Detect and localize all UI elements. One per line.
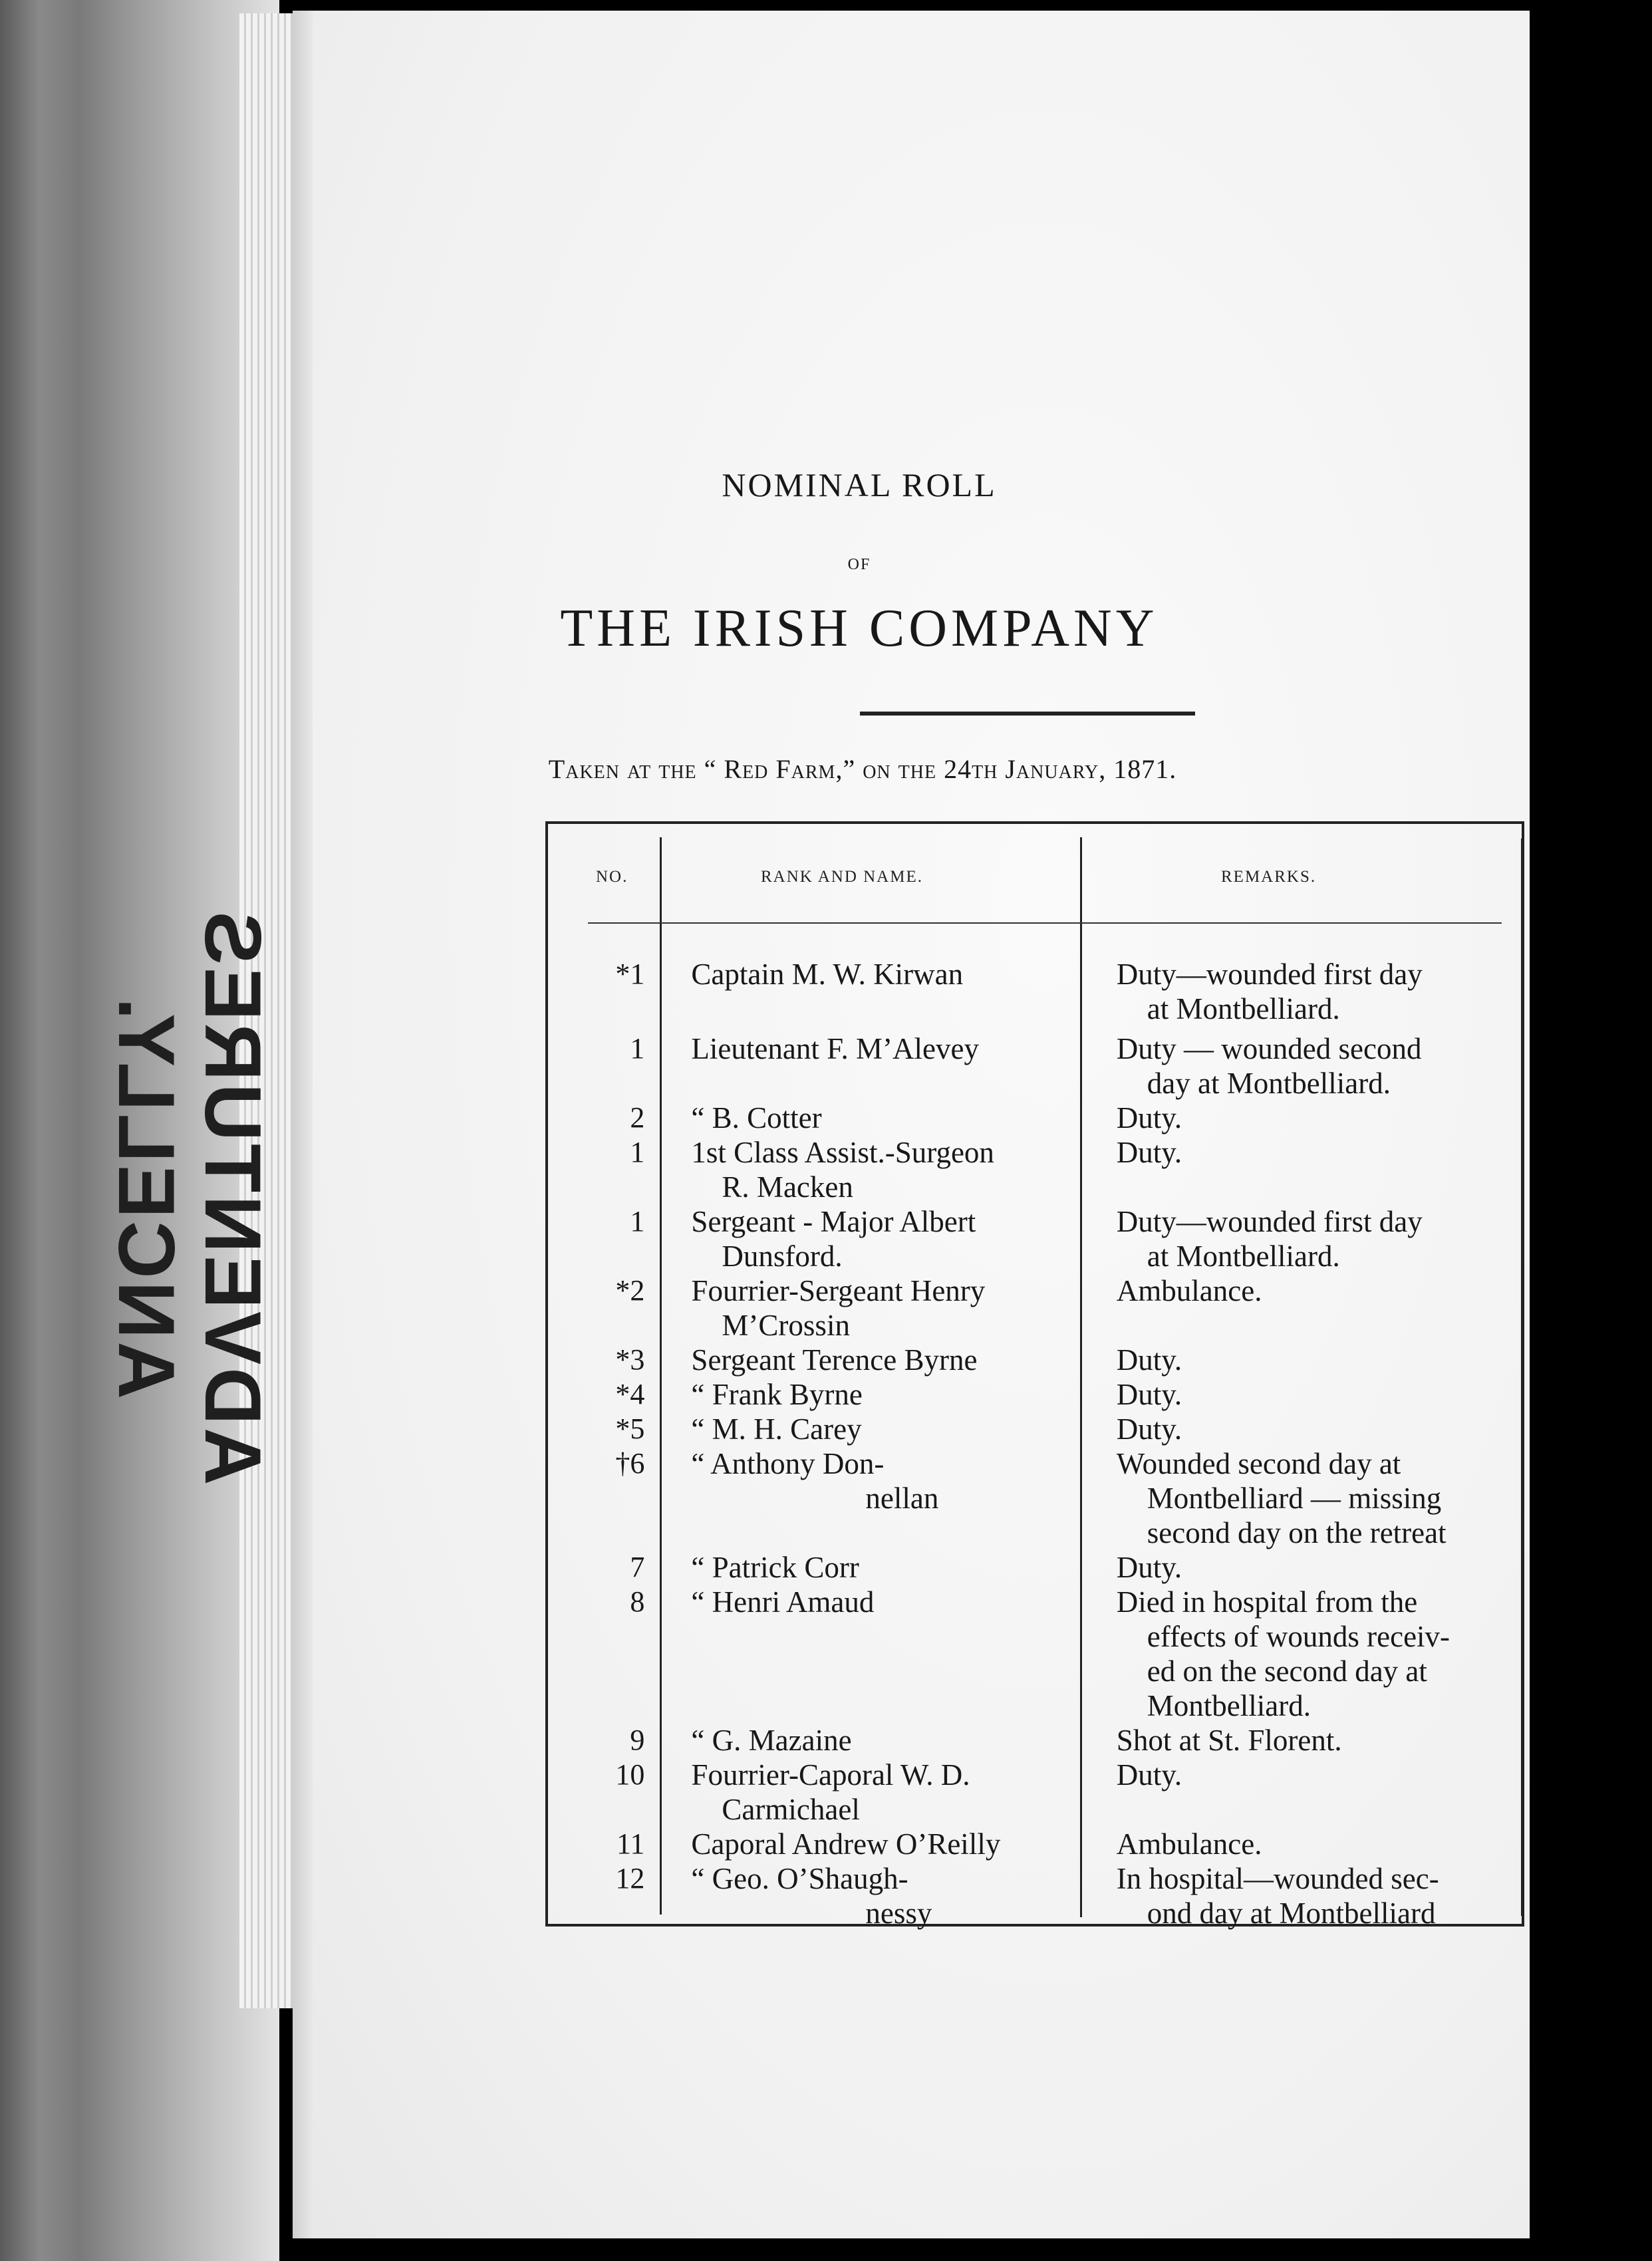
rank-and-name — [691, 1446, 1089, 1550]
remarks-line: Shot at St. Florent. — [1116, 1724, 1342, 1757]
remarks-line: Duty—wounded first day — [1116, 958, 1423, 991]
rank-and-name — [691, 1861, 1089, 1930]
rank-and-name — [691, 1377, 1089, 1412]
header-rule — [588, 922, 1502, 924]
remarks-line: effects of wounds receiv- — [1147, 1620, 1450, 1653]
heading-company: THE IRISH COMPANY — [560, 599, 1159, 658]
remarks — [1117, 1031, 1522, 1101]
rank-and-name — [691, 1550, 1089, 1585]
remarks-line: ed on the second day at — [1147, 1655, 1427, 1688]
remarks — [1117, 1446, 1522, 1550]
remarks — [1117, 1101, 1522, 1135]
rank-and-name — [691, 957, 1089, 1026]
rank-line: Sergeant - Major Albert — [691, 1205, 976, 1238]
remarks — [1117, 1550, 1522, 1585]
remarks-line: day at Montbelliard. — [1147, 1067, 1391, 1100]
table-body — [548, 957, 1522, 1930]
table-row — [548, 1101, 1522, 1135]
row-number: 11 — [617, 1827, 645, 1860]
remarks-line: Duty—wounded first day — [1116, 1205, 1423, 1238]
table-row — [548, 957, 1522, 1026]
row-number: *1 — [615, 958, 645, 990]
remarks-line: Wounded second day at — [1116, 1447, 1401, 1480]
spine-subtitle: ADVENTURES — [188, 908, 277, 1486]
rank-line: “ M. H. Carey — [691, 1412, 862, 1446]
remarks-line: Montbelliard. — [1147, 1689, 1311, 1722]
rank-line: “ Geo. O’Shaugh- — [691, 1862, 908, 1895]
remarks-line: Duty. — [1116, 1136, 1182, 1169]
rank-and-name — [691, 1723, 1089, 1758]
table-row — [548, 1585, 1522, 1723]
remarks — [1117, 1135, 1522, 1204]
rank-line: 1st Class Assist.-Surgeon — [691, 1136, 994, 1169]
rank-line: M’Crossin — [722, 1309, 850, 1342]
rank-line: Lieutenant F. M’Alevey — [691, 1032, 979, 1065]
remarks — [1117, 1343, 1522, 1377]
row-number: †6 — [615, 1447, 645, 1480]
column-header-no: NO. — [596, 868, 628, 886]
table-row — [548, 1031, 1522, 1101]
row-number: 1 — [630, 1205, 645, 1238]
rank-and-name — [691, 1204, 1089, 1273]
column-header-rank: RANK AND NAME. — [761, 868, 923, 886]
remarks — [1117, 1585, 1522, 1723]
remarks-line: Ambulance. — [1116, 1827, 1262, 1861]
remarks — [1117, 1827, 1522, 1861]
rank-line: “ Anthony Don- — [691, 1447, 885, 1480]
remarks — [1117, 957, 1522, 1026]
remarks-line: ond day at Montbelliard — [1147, 1897, 1436, 1930]
row-number: 9 — [630, 1724, 645, 1756]
rank-line: Captain M. W. Kirwan — [691, 958, 964, 991]
heading-rule — [860, 712, 1195, 716]
rank-and-name — [691, 1412, 1089, 1446]
remarks-line: Duty. — [1116, 1101, 1182, 1134]
row-number: 7 — [630, 1551, 645, 1583]
remarks-line: Died in hospital from the — [1116, 1585, 1418, 1619]
remarks-line: at Montbelliard. — [1147, 1240, 1340, 1273]
remarks — [1117, 1273, 1522, 1343]
rank-and-name — [691, 1827, 1089, 1861]
rank-line: Fourrier-Caporal W. D. — [691, 1758, 970, 1792]
row-number: *4 — [615, 1378, 645, 1410]
table-row — [548, 1135, 1522, 1204]
table-row — [548, 1273, 1522, 1343]
remarks — [1117, 1758, 1522, 1827]
rank-line: “ Henri Amaud — [691, 1585, 875, 1619]
rank-and-name — [691, 1585, 1089, 1723]
rank-and-name — [691, 1101, 1089, 1135]
heading-of: OF — [847, 556, 871, 573]
remarks — [1117, 1377, 1522, 1412]
row-number: 8 — [630, 1585, 645, 1618]
rank-line: “ G. Mazaine — [691, 1724, 852, 1757]
rank-line: Sergeant Terence Byrne — [691, 1343, 978, 1377]
remarks-line: Duty — wounded second — [1116, 1032, 1422, 1065]
remarks-line: Duty. — [1116, 1343, 1182, 1377]
rank-line: Caporal Andrew O’Reilly — [691, 1827, 1001, 1861]
row-number: 1 — [630, 1136, 645, 1168]
row-number: *2 — [615, 1274, 645, 1307]
table-row — [548, 1446, 1522, 1550]
remarks-line: Montbelliard — missing — [1147, 1482, 1442, 1515]
rank-line: nessy — [865, 1897, 932, 1930]
rank-line: Fourrier-Sergeant Henry — [691, 1274, 986, 1307]
row-number: 10 — [615, 1758, 645, 1791]
remarks-line: In hospital—wounded sec- — [1116, 1862, 1439, 1895]
remarks-line: Ambulance. — [1116, 1274, 1262, 1307]
row-number: *5 — [615, 1412, 645, 1445]
remarks-line: at Montbelliard. — [1147, 992, 1340, 1025]
remarks-line: Duty. — [1116, 1412, 1182, 1446]
table-row — [548, 1758, 1522, 1827]
rank-line: “ Patrick Corr — [691, 1551, 859, 1584]
rank-and-name — [691, 1273, 1089, 1343]
table-row — [548, 1412, 1522, 1446]
rank-line: Dunsford. — [722, 1240, 843, 1273]
rank-line: “ B. Cotter — [691, 1101, 822, 1134]
remarks-line: Duty. — [1116, 1551, 1182, 1584]
rank-and-name — [691, 1135, 1089, 1204]
heading-nominal-roll: NOMINAL ROLL — [722, 466, 997, 503]
table-row — [548, 1377, 1522, 1412]
rank-line: nellan — [865, 1482, 939, 1515]
table-row — [548, 1827, 1522, 1861]
rank-line: Carmichael — [722, 1793, 860, 1826]
remarks — [1117, 1723, 1522, 1758]
table-row — [548, 1204, 1522, 1273]
table-row — [548, 1343, 1522, 1377]
table-row — [548, 1550, 1522, 1585]
spine-lettering — [100, 665, 277, 1729]
rank-line: R. Macken — [722, 1170, 853, 1204]
table-row — [548, 1861, 1522, 1930]
row-number: 2 — [630, 1101, 645, 1134]
remarks — [1117, 1204, 1522, 1273]
spine-title: ANCELLY. — [102, 995, 191, 1399]
row-number: 1 — [630, 1032, 645, 1065]
remarks-line: Duty. — [1116, 1758, 1182, 1792]
row-number: *3 — [615, 1343, 645, 1376]
remarks — [1117, 1412, 1522, 1446]
heading-taken-at: Taken at the “ Red Farm,” on the 24th January, 1871. — [548, 754, 1177, 784]
remarks-line: second day on the retreat — [1147, 1516, 1446, 1549]
rank-line: “ Frank Byrne — [691, 1378, 863, 1411]
table-row — [548, 1723, 1522, 1758]
remarks-line: Duty. — [1116, 1378, 1182, 1411]
column-header-remarks: REMARKS. — [1221, 868, 1317, 886]
remarks — [1117, 1861, 1522, 1930]
rank-and-name — [691, 1343, 1089, 1377]
rank-and-name — [691, 1031, 1089, 1101]
nominal-roll-table — [545, 821, 1524, 1930]
row-number: 12 — [615, 1862, 645, 1895]
rank-and-name — [691, 1758, 1089, 1827]
